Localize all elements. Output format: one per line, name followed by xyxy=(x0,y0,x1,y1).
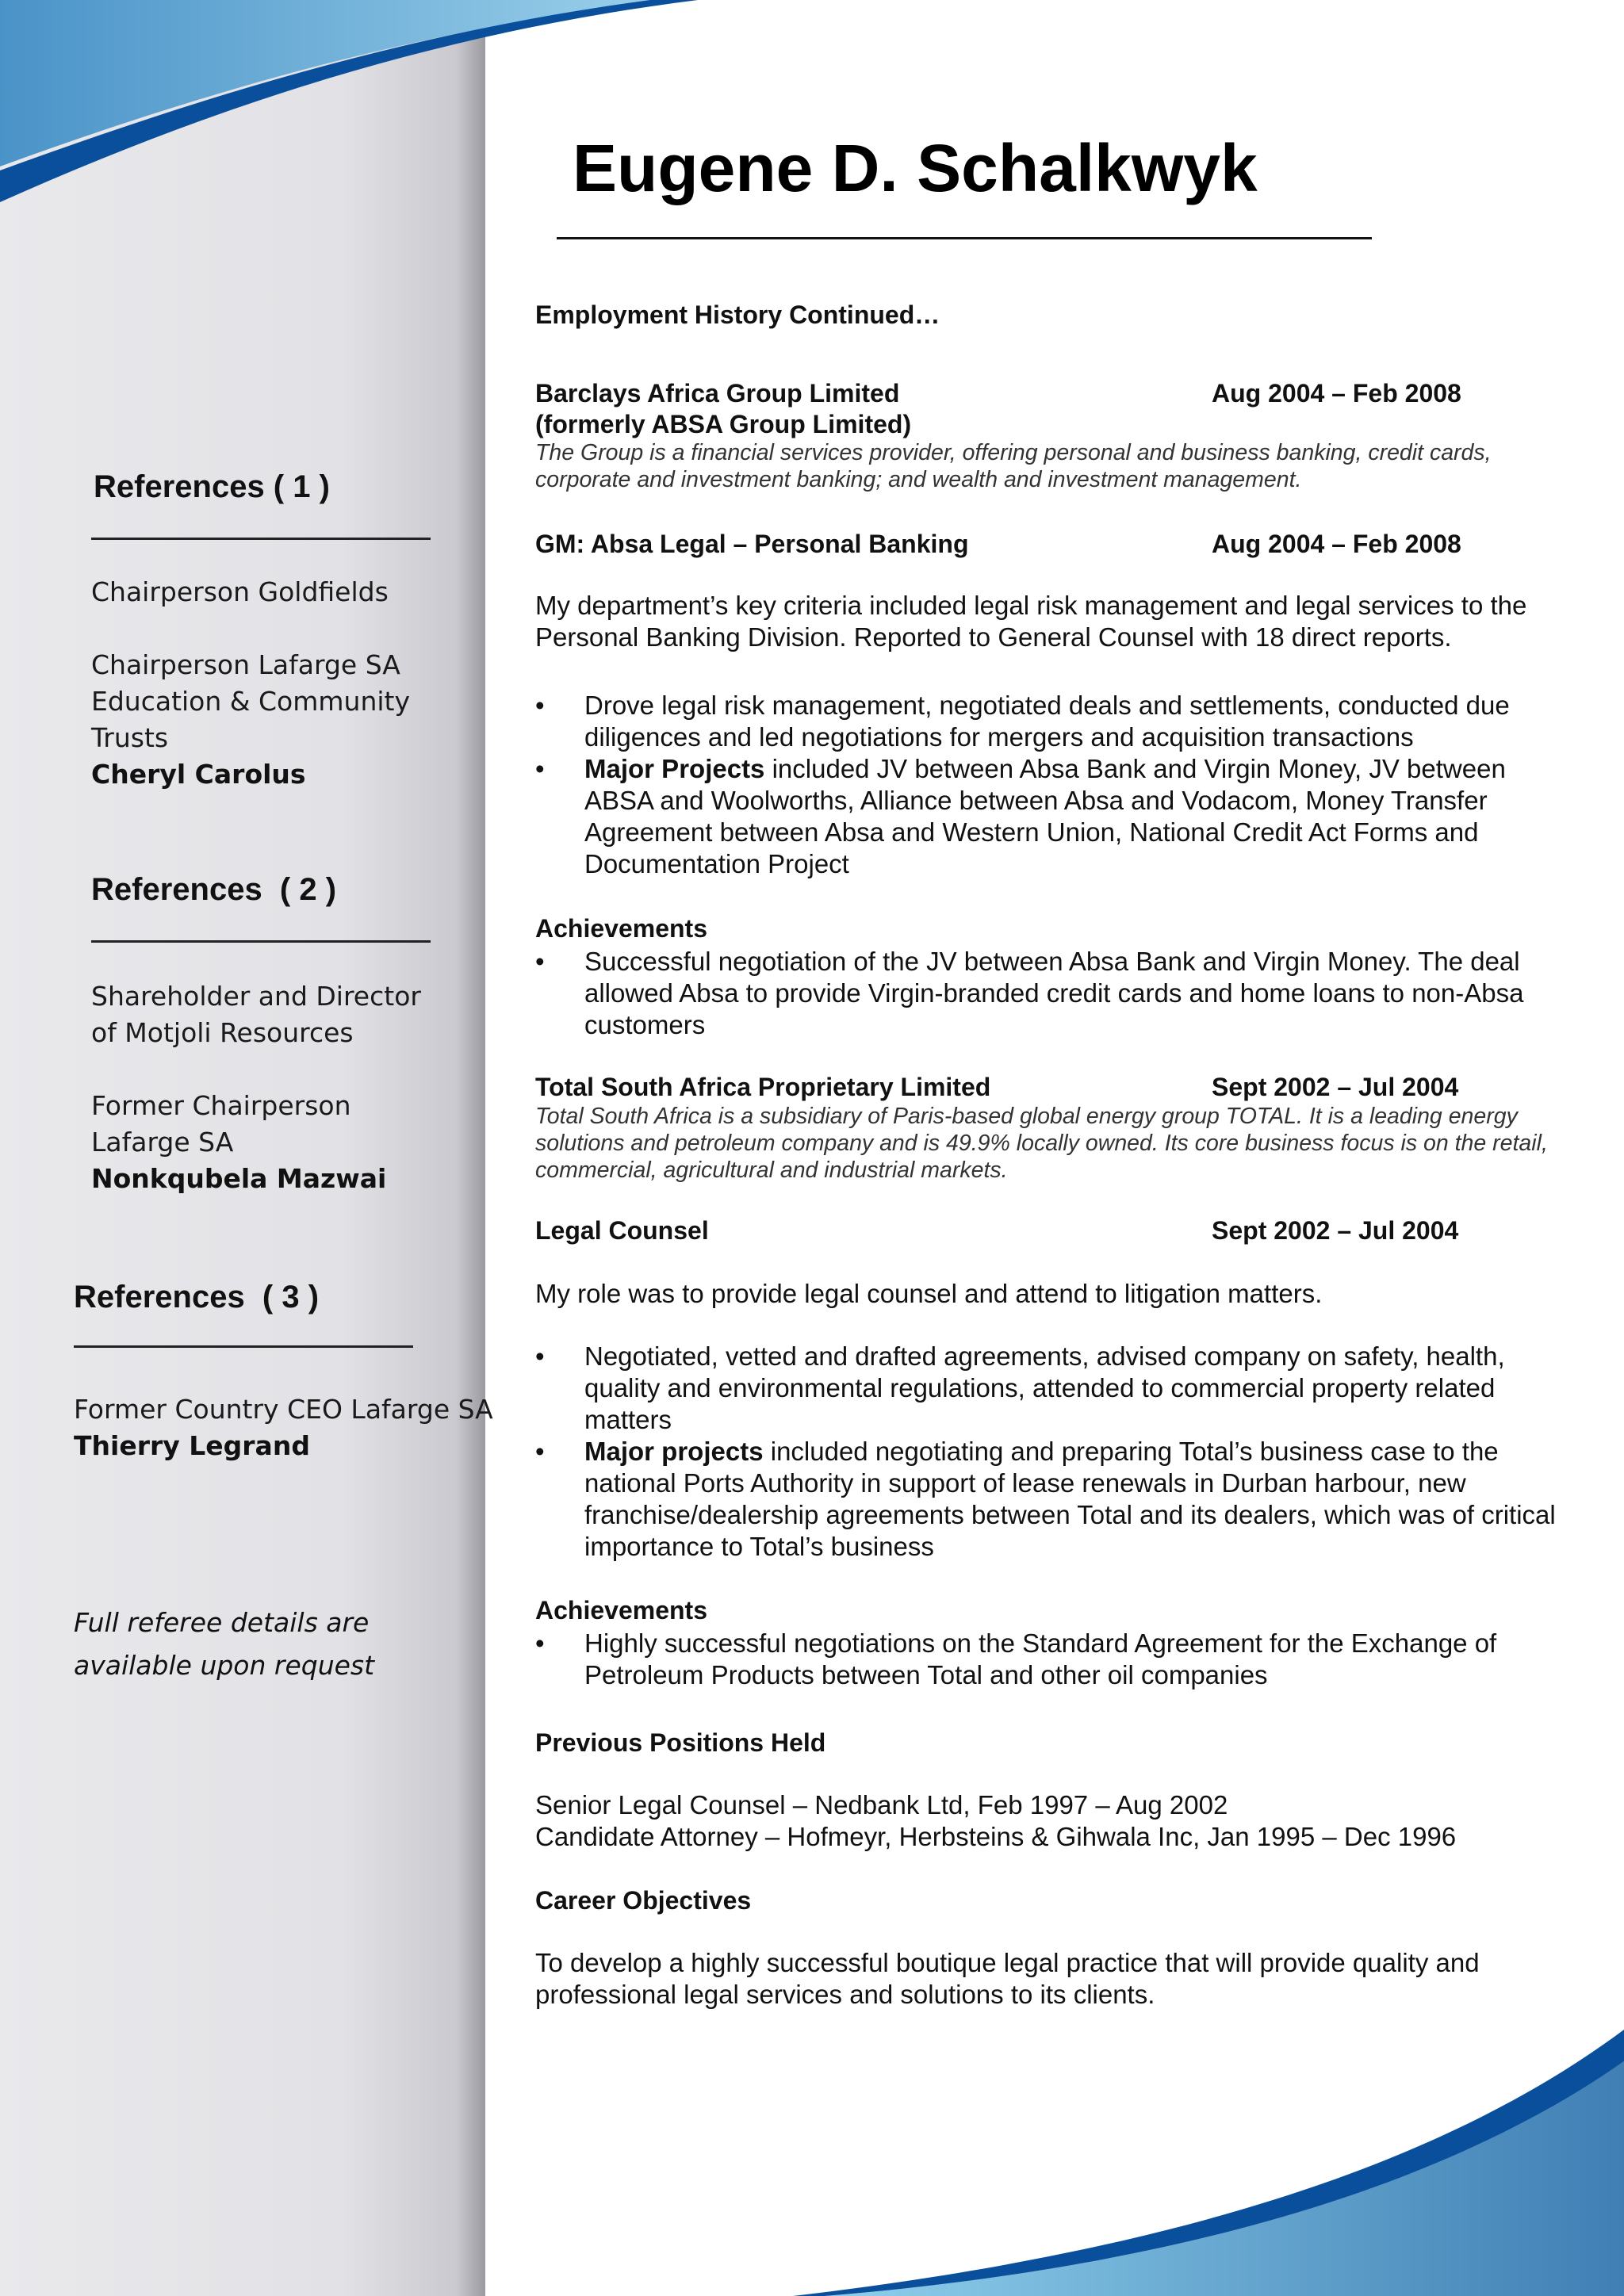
reference-line: Former Chairperson xyxy=(91,1090,351,1121)
job1-company-former: (formerly ABSA Group Limited) xyxy=(535,410,912,438)
reference-line: Chairperson Goldfields xyxy=(91,576,389,607)
career-objectives-text: To develop a highly successful boutique legal practice that will provide quality and professional legal services and solutions to its clients. xyxy=(535,1948,1480,2009)
list-item: • Successful negotiation of the JV between Absa Bank and Virgin Money. The deal allowed Absa to provide Virgin-branded credit cards and home loans to non-Absa customers xyxy=(535,946,1566,1041)
reference-line: of Motjoli Resources xyxy=(91,1017,354,1048)
list-item: • Drove legal risk management, negotiated deals and settlements, conducted due diligences and led negotiations for mergers and acquisition transactions xyxy=(535,690,1566,753)
reference-line: Education & Community xyxy=(91,686,410,717)
job2-role-dates: Sept 2002 – Jul 2004 xyxy=(1212,1216,1459,1245)
job2-responsibilities xyxy=(535,1341,1566,1563)
job1-dates: Aug 2004 – Feb 2008 xyxy=(1212,379,1461,408)
job2-company: Total South Africa Proprietary Limited xyxy=(535,1073,991,1101)
list-item: • Major Projects included JV between Absa Bank and Virgin Money, JV between ABSA and Woolworths, Alliance between Absa and Vodacom, Money Transfer Agreement between Absa and Western Union, National Credit Act Forms and Documentation Project xyxy=(535,753,1566,880)
reference-line: Trusts xyxy=(91,722,169,753)
job1-role: GM: Absa Legal – Personal Banking xyxy=(535,530,969,558)
reference-line: Lafarge SA xyxy=(91,1127,234,1158)
job1-role-dates: Aug 2004 – Feb 2008 xyxy=(1212,530,1461,558)
reference-name: Thierry Legrand xyxy=(74,1430,310,1461)
job1-summary: My department’s key criteria included legal risk management and legal services to the Personal Banking Division. Reported to General Counsel with 18 direct reports. xyxy=(535,591,1527,652)
reference-line: Shareholder and Director xyxy=(91,981,421,1012)
name-divider xyxy=(557,237,1372,239)
job1-company: Barclays Africa Group Limited xyxy=(535,379,900,408)
job1-responsibilities xyxy=(535,690,1566,880)
job2-description: Total South Africa is a subsidiary of Paris-based global energy group TOTAL. It is a leading energy solutions and petroleum company and is 49.9% locally owned. Its core business focus is on the retail, commercial, agricultural and industrial markets. xyxy=(535,1104,1548,1183)
references-1-divider xyxy=(91,538,431,540)
references-1-title: References ( 1 ) xyxy=(94,469,330,504)
bottom-right-swoosh-light xyxy=(825,2061,1624,2296)
previous-positions-heading: Previous Positions Held xyxy=(535,1728,826,1757)
references-2-divider xyxy=(91,940,431,943)
reference-name: Nonkqubela Mazwai xyxy=(91,1163,387,1194)
job1-achievements-heading: Achievements xyxy=(535,914,707,943)
job1-achievements xyxy=(535,946,1566,1041)
references-3-title: References ( 3 ) xyxy=(74,1280,320,1314)
job2-dates: Sept 2002 – Jul 2004 xyxy=(1212,1073,1459,1101)
job1-description: The Group is a financial services provider, offering personal and business banking, credit cards, corporate and investment banking; and wealth and investment management. xyxy=(535,440,1492,492)
list-item: • Highly successful negotiations on the Standard Agreement for the Exchange of Petroleum Products between Total and other oil companies xyxy=(535,1628,1566,1691)
references-3-divider xyxy=(74,1345,413,1348)
job2-role: Legal Counsel xyxy=(535,1216,709,1245)
reference-line: Chairperson Lafarge SA xyxy=(91,649,400,680)
career-objectives-heading: Career Objectives xyxy=(535,1886,752,1915)
reference-line: Former Country CEO Lafarge SA xyxy=(74,1394,493,1425)
referee-details-note: Full referee details are available upon request xyxy=(74,1607,375,1681)
previous-position-item: Candidate Attorney – Hofmeyr, Herbsteins & Gihwala Inc, Jan 1995 – Dec 1996 xyxy=(535,1822,1457,1851)
previous-position-item: Senior Legal Counsel – Nedbank Ltd, Feb 1997 – Aug 2002 xyxy=(535,1790,1228,1820)
job2-achievements-heading: Achievements xyxy=(535,1596,707,1624)
list-item: • Negotiated, vetted and drafted agreements, advised company on safety, health, quality and environmental regulations, attended to commercial property related matters xyxy=(535,1341,1566,1436)
references-2-title: References ( 2 ) xyxy=(91,872,337,907)
job2-achievements xyxy=(535,1628,1566,1691)
job2-summary: My role was to provide legal counsel and attend to litigation matters. xyxy=(535,1279,1323,1308)
candidate-name: Eugene D. Schalkwyk xyxy=(573,131,1258,205)
list-item: • Major projects included negotiating and preparing Total’s business case to the national Ports Authority in support of lease renewals in Durban harbour, new franchise/dealership agreements between Total and its dealers, which was of critical importance to Total’s business xyxy=(535,1436,1566,1563)
reference-name: Cheryl Carolus xyxy=(91,759,306,790)
employment-history-heading: Employment History Continued… xyxy=(535,300,940,329)
